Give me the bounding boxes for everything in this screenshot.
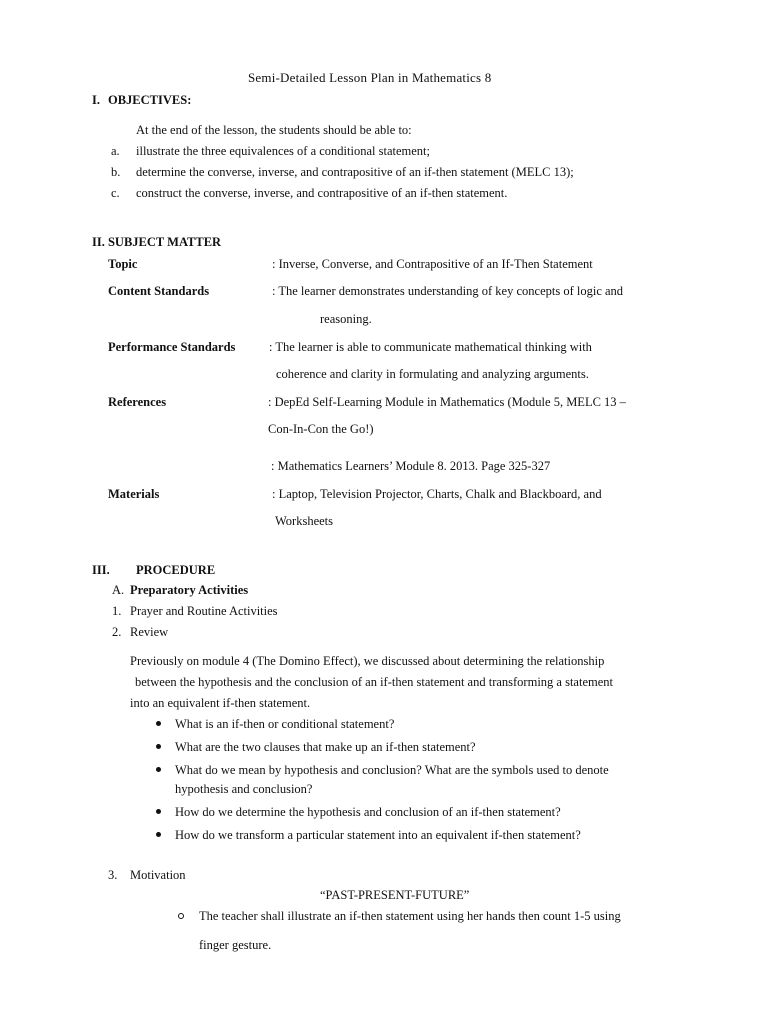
prayer-routine-item: Prayer and Routine Activities bbox=[130, 604, 278, 618]
motivation-item: Motivation bbox=[130, 868, 186, 882]
review-question-5: How do we transform a particular statement into an equivalent if-then statement? bbox=[175, 828, 581, 842]
content-standards-value-line2: reasoning. bbox=[320, 312, 372, 326]
procedure-heading: PROCEDURE bbox=[136, 563, 216, 577]
bullet-icon bbox=[156, 809, 161, 814]
content-standards-value-line1: : The learner demonstrates understanding of key concepts of logic and bbox=[272, 284, 624, 298]
objectives-heading-number: I. bbox=[92, 93, 100, 107]
objectives-heading: OBJECTIVES: bbox=[108, 93, 192, 107]
preparatory-activities-heading: Preparatory Activities bbox=[130, 583, 249, 597]
bullet-icon bbox=[156, 767, 161, 772]
objective-item-c: construct the converse, inverse, and contrapositive of an if-then statement. bbox=[136, 186, 508, 200]
bullet-icon bbox=[156, 744, 161, 749]
objective-marker-c: c. bbox=[111, 186, 120, 200]
references-value-line2: Con-In-Con the Go!) bbox=[268, 422, 374, 436]
review-question-2: What are the two clauses that make up an if-then statement? bbox=[175, 740, 476, 754]
review-paragraph-line1: Previously on module 4 (The Domino Effect), we discussed about determining the relationship bbox=[130, 654, 605, 668]
objective-item-a: illustrate the three equivalences of a conditional statement; bbox=[136, 144, 430, 158]
subject-matter-heading: II. SUBJECT MATTER bbox=[92, 235, 222, 249]
item-3-marker: 3. bbox=[108, 868, 118, 882]
references-label: References bbox=[108, 395, 167, 409]
review-question-1: What is an if-then or conditional statement? bbox=[175, 717, 395, 731]
review-question-4: How do we determine the hypothesis and conclusion of an if-then statement? bbox=[175, 805, 561, 819]
objective-marker-b: b. bbox=[111, 165, 121, 179]
materials-label: Materials bbox=[108, 487, 160, 501]
preparatory-marker: A. bbox=[112, 583, 125, 597]
references-value-line3: : Mathematics Learners’ Module 8. 2013. Page 325-327 bbox=[271, 459, 551, 473]
review-question-3-line2: hypothesis and conclusion? bbox=[175, 782, 313, 796]
motivation-line1: The teacher shall illustrate an if-then statement using her hands then count 1-5 using bbox=[199, 909, 621, 923]
review-paragraph-line3: into an equivalent if-then statement. bbox=[130, 696, 311, 710]
review-paragraph-line2: between the hypothesis and the conclusion of an if-then statement and transforming a statement bbox=[135, 675, 613, 689]
performance-standards-label: Performance Standards bbox=[108, 340, 236, 354]
topic-label: Topic bbox=[108, 257, 138, 271]
motivation-title: “PAST-PRESENT-FUTURE” bbox=[320, 888, 470, 902]
performance-standards-value-line2: coherence and clarity in formulating and analyzing arguments. bbox=[276, 367, 589, 381]
content-standards-label: Content Standards bbox=[108, 284, 210, 298]
review-question-3-line1: What do we mean by hypothesis and conclusion? What are the symbols used to denote bbox=[175, 763, 609, 777]
topic-value: : Inverse, Converse, and Contrapositive of an If-Then Statement bbox=[272, 257, 593, 271]
objective-item-b: determine the converse, inverse, and contrapositive of an if-then statement (MELC 13); bbox=[136, 165, 574, 179]
item-2-marker: 2. bbox=[112, 625, 122, 639]
document-title: Semi-Detailed Lesson Plan in Mathematics 8 bbox=[248, 70, 492, 85]
objective-marker-a: a. bbox=[111, 144, 120, 158]
materials-value-line1: : Laptop, Television Projector, Charts, Chalk and Blackboard, and bbox=[272, 487, 602, 501]
objectives-intro: At the end of the lesson, the students should be able to: bbox=[136, 123, 412, 137]
materials-value-line2: Worksheets bbox=[275, 514, 334, 528]
procedure-heading-number: III. bbox=[92, 563, 110, 577]
bullet-icon bbox=[156, 721, 161, 726]
motivation-line2: finger gesture. bbox=[199, 938, 272, 952]
item-1-marker: 1. bbox=[112, 604, 122, 618]
performance-standards-value-line1: : The learner is able to communicate mathematical thinking with bbox=[269, 340, 592, 354]
bullet-icon bbox=[156, 832, 161, 837]
review-item: Review bbox=[130, 625, 169, 639]
references-value-line1: : DepEd Self-Learning Module in Mathematics (Module 5, MELC 13 – bbox=[268, 395, 626, 409]
hollow-bullet-icon bbox=[178, 913, 184, 919]
